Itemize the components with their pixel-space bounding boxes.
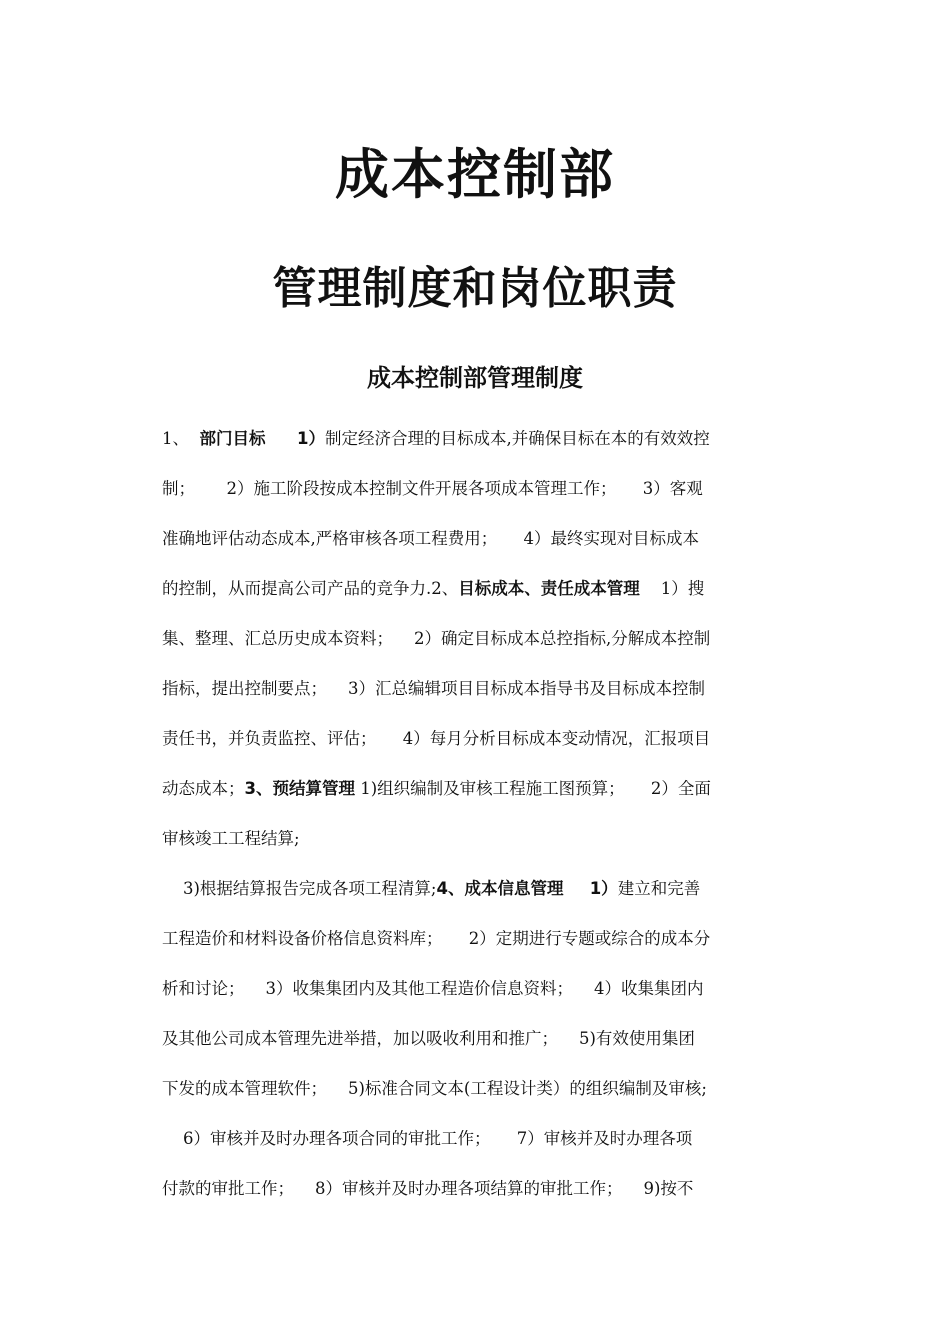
- text-segment: 及其他公司成本管理先进举措，加以吸收利用和推广； 5)有效使用集团: [162, 1029, 695, 1048]
- text-line: [162, 564, 812, 614]
- bold-text-segment: 4、成本信息管理: [436, 879, 564, 898]
- bold-text-segment: 部门目标: [199, 429, 266, 448]
- body-text: [162, 414, 812, 1214]
- bold-text-segment: 1）: [589, 879, 618, 898]
- text-segment: 审核竣工工程结算;: [162, 829, 300, 848]
- text-segment: [266, 429, 297, 448]
- text-segment: 指标，提出控制要点； 3）汇总编辑项目目标成本指导书及目标成本控制: [162, 679, 705, 698]
- text-segment: 制定经济合理的目标成本,并确保目标在本的有效效控: [324, 429, 710, 448]
- text-line: [162, 1064, 812, 1114]
- text-segment: 的控制，从而提高公司产品的竞争力.2、: [162, 579, 459, 598]
- text-segment: 集、整理、汇总历史成本资料； 2）确定目标成本总控指标,分解成本控制: [162, 629, 711, 648]
- section-heading: 成本控制部管理制度: [367, 364, 583, 392]
- text-line: [162, 614, 812, 664]
- text-line: [162, 1164, 812, 1214]
- text-segment: 制； 2）施工阶段按成本控制文件开展各项成本管理工作； 3）客观: [162, 479, 703, 498]
- text-line: [162, 714, 812, 764]
- text-segment: 6）审核并及时办理各项合同的审批工作； 7）审核并及时办理各项: [162, 1129, 693, 1148]
- text-line: [162, 814, 812, 864]
- text-line: [162, 864, 812, 914]
- text-segment: 付款的审批工作； 8）审核并及时办理各项结算的审批工作； 9)按不: [162, 1179, 694, 1198]
- text-segment: 1）搜: [639, 579, 705, 598]
- document-subtitle: 管理制度和岗位职责: [272, 263, 678, 314]
- text-segment: 1、: [162, 429, 200, 448]
- text-line: [162, 464, 812, 514]
- text-segment: 动态成本；: [162, 779, 245, 798]
- text-line: [162, 414, 812, 464]
- bold-text-segment: 3、预结算管理: [244, 779, 355, 798]
- document-title: 成本控制部: [335, 143, 615, 206]
- text-line: [162, 764, 812, 814]
- text-segment: 下发的成本管理软件； 5)标准合同文本(工程设计类）的组织编制及审核;: [162, 1079, 707, 1098]
- text-segment: 准确地评估动态成本,严格审核各项工程费用； 4）最终实现对目标成本: [162, 529, 699, 548]
- text-segment: 工程造价和材料设备价格信息资料库； 2）定期进行专题或综合的成本分: [162, 929, 711, 948]
- text-segment: [563, 879, 589, 898]
- text-line: [162, 1014, 812, 1064]
- text-segment: 1)组织编制及审核工程施工图预算； 2）全面: [354, 779, 711, 798]
- bold-text-segment: 目标成本、责任成本管理: [458, 579, 640, 598]
- bold-text-segment: 1）: [296, 429, 325, 448]
- text-line: [162, 964, 812, 1014]
- text-segment: 责任书，并负责监控、评估； 4）每月分析目标成本变动情况，汇报项目: [162, 729, 711, 748]
- text-line: [162, 1114, 812, 1164]
- text-segment: 析和讨论； 3）收集集团内及其他工程造价信息资料； 4）收集集团内: [162, 979, 704, 998]
- text-segment: 3)根据结算报告完成各项工程清算;: [162, 879, 437, 898]
- text-line: [162, 914, 812, 964]
- text-segment: 建立和完善: [617, 879, 701, 898]
- text-line: [162, 664, 812, 714]
- text-line: [162, 514, 812, 564]
